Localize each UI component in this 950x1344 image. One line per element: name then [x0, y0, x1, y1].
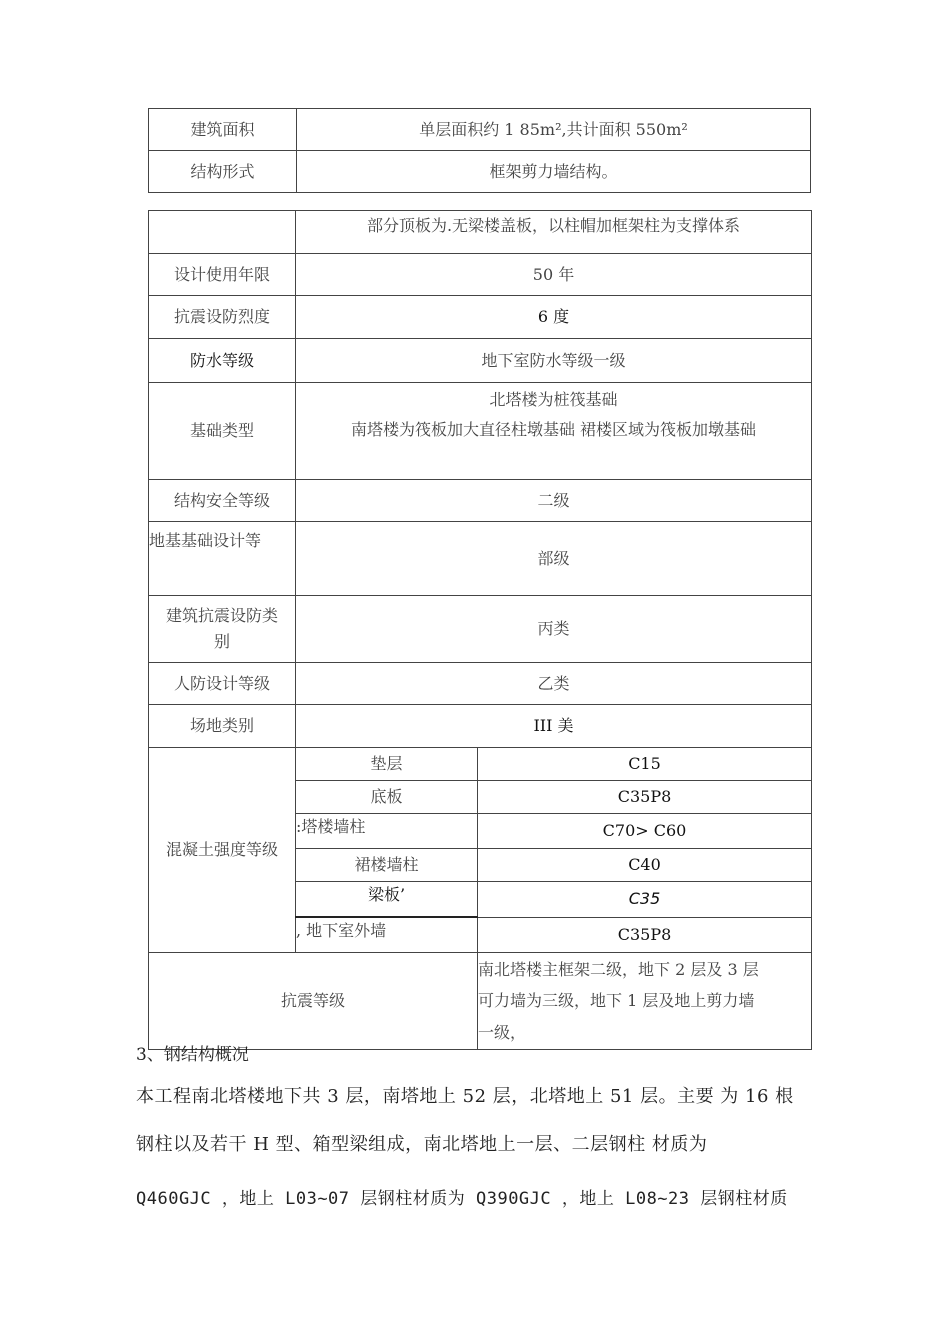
value-building-area: 单层面积约 1 85m²,共计面积 550m² — [297, 109, 811, 151]
value-foundation-design: 部级 — [296, 522, 812, 596]
table-row — [149, 663, 812, 705]
label-concrete-grade: 混凝土强度等级 — [149, 748, 296, 953]
seismic-grade-line-3: 一级， — [478, 1022, 527, 1042]
concrete-grade: C35 — [478, 882, 812, 918]
value-seismic-category: 丙类 — [296, 596, 812, 663]
concrete-grade: C40 — [478, 849, 812, 882]
table-row — [149, 953, 812, 1050]
value-waterproof: 地下室防水等级一级 — [296, 339, 812, 383]
label-safety-grade: 结构安全等级 — [149, 480, 296, 522]
label-seismic-category — [149, 596, 296, 663]
overview-table-main — [148, 210, 812, 1050]
foundation-line-2: 南塔楼为筏板加大直径柱墩基础 裙楼区域为筏板加墩基础 — [350, 419, 757, 439]
concrete-grade: C15 — [478, 748, 812, 781]
concrete-grade: C35P8 — [478, 781, 812, 814]
table-row — [149, 211, 812, 254]
table-row — [149, 109, 811, 151]
label-site-class: 场地类别 — [149, 705, 296, 748]
seismic-grade-line-1: 南北塔楼主框架二级，地下 2 层及 3 层 — [478, 960, 759, 980]
label-foundation-type: 基础类型 — [149, 383, 296, 480]
table-row — [149, 748, 812, 781]
overview-table-top — [148, 108, 811, 193]
value-seismic-intensity: 6 度 — [296, 296, 812, 339]
label-building-area: 建筑面积 — [149, 109, 297, 151]
paragraph-line-2: 钢柱以及若干 H 型、箱型梁组成，南北塔地上一层、二层钢柱 材质为 — [136, 1134, 708, 1155]
value-civil-defense: 乙类 — [296, 663, 812, 705]
concrete-part: :塔楼墙柱 — [296, 814, 478, 849]
foundation-line-1: 北塔楼为桩筏基础 — [489, 390, 618, 409]
table-row — [149, 705, 812, 748]
concrete-part: 垫层 — [296, 748, 478, 781]
table-row — [149, 339, 812, 383]
table-row — [149, 296, 812, 339]
seismic-category-line-1: 建筑抗震设防类 — [165, 606, 278, 626]
label-civil-defense: 人防设计等级 — [149, 663, 296, 705]
label-seismic-grade: 抗震等级 — [149, 953, 478, 1050]
seismic-grade-line-2: 可力墙为三级，地下 1 层及地上剪力墙 — [478, 991, 755, 1011]
paragraph-line-1: 本工程南北塔楼地下共 3 层，南塔地上 52 层，北塔地上 51 层。主要 为 16 根 — [136, 1086, 794, 1107]
label-slab — [149, 211, 296, 254]
label-seismic-intensity: 抗震设防烈度 — [149, 296, 296, 339]
seismic-category-line-2: 别 — [213, 632, 230, 651]
concrete-part: 裙楼墙柱 — [296, 849, 478, 882]
label-design-life: 设计使用年限 — [149, 254, 296, 296]
paragraph-line-3: Q460GJC ，地上 L03~07 层钢柱材质为 Q390GJC ，地上 L08~23 层钢柱材质 — [136, 1189, 788, 1209]
table-row — [149, 254, 812, 296]
label-foundation-design: 地基基础设计等 — [149, 522, 296, 596]
value-structure-form: 框架剪力墙结构。 — [297, 151, 811, 193]
label-structure-form: 结构形式 — [149, 151, 297, 193]
value-slab: 部分顶板为.无梁楼盖板，以柱帽加框架柱为支撑体系 — [296, 211, 812, 254]
table-row — [149, 522, 812, 596]
value-design-life: 50 年 — [296, 254, 812, 296]
concrete-part: 梁板’ — [296, 882, 478, 918]
concrete-grade: C70> C60 — [478, 814, 812, 849]
section-heading: 3、钢结构概况 — [136, 1045, 249, 1065]
concrete-grade: C35P8 — [478, 917, 812, 953]
table-row — [149, 596, 812, 663]
value-seismic-grade — [478, 953, 812, 1050]
value-site-class: III 美 — [296, 705, 812, 748]
value-foundation-type — [296, 383, 812, 480]
table-row — [149, 480, 812, 522]
label-waterproof: 防水等级 — [149, 339, 296, 383]
table-row — [149, 151, 811, 193]
table-row — [149, 383, 812, 480]
concrete-part: 底板 — [296, 781, 478, 814]
concrete-part: , 地下室外墙 — [296, 917, 478, 953]
value-safety-grade: 二级 — [296, 480, 812, 522]
